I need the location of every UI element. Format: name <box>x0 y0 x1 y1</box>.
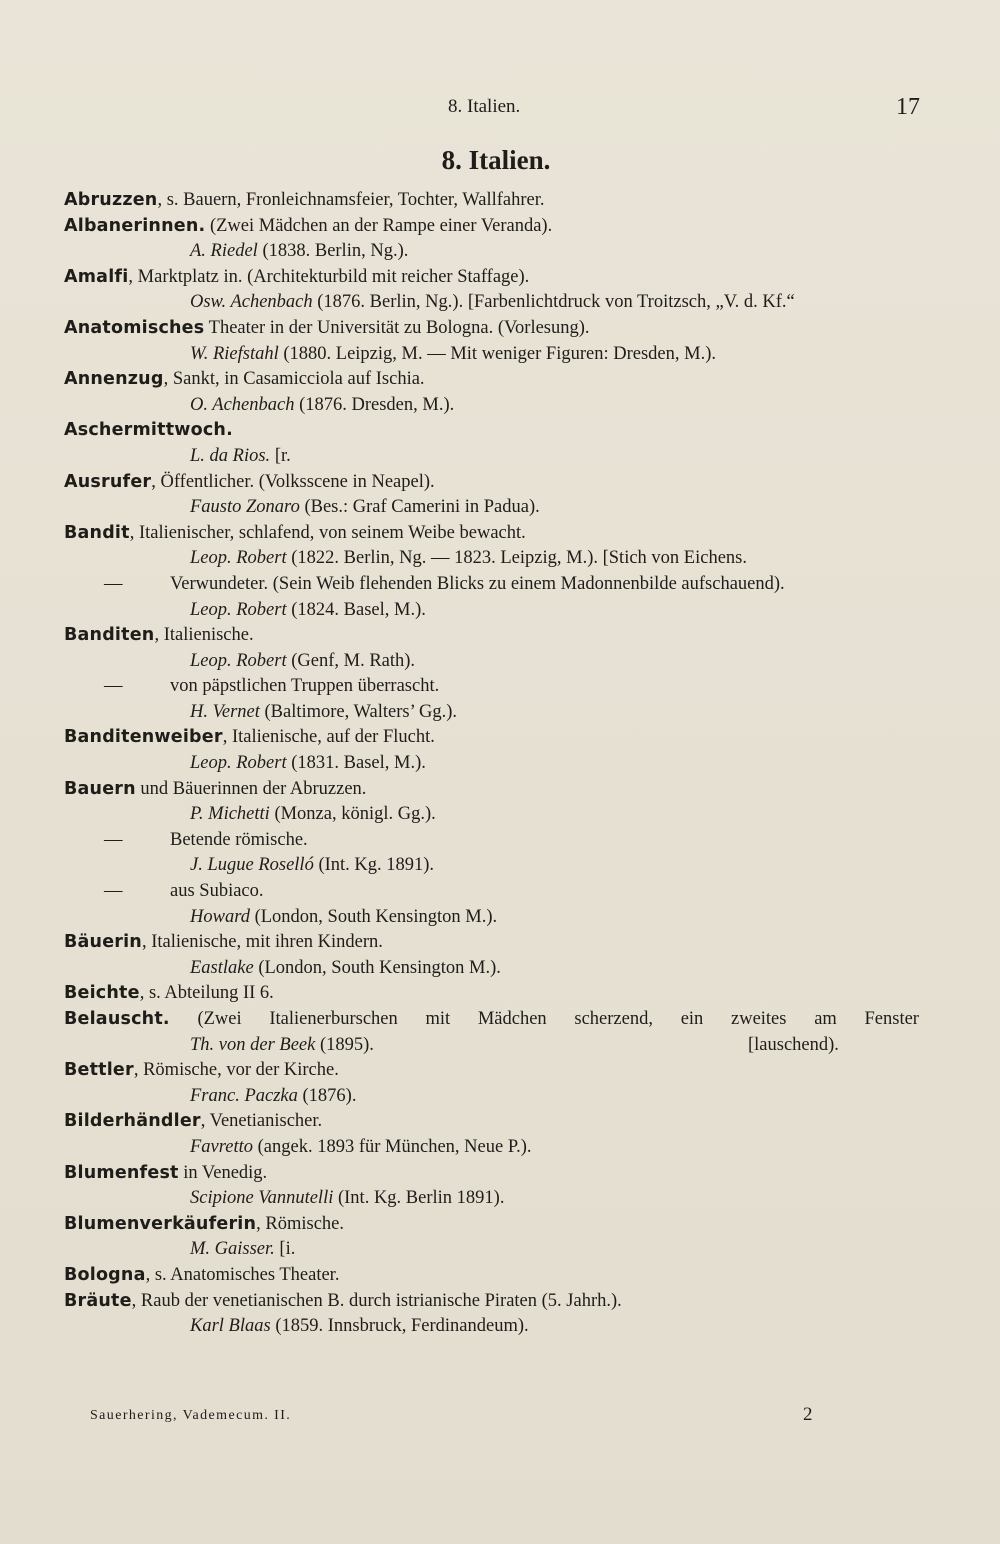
artist-line <box>0 444 1000 470</box>
subentry-line <box>0 572 1000 598</box>
entry-text: , Römische. <box>256 1213 345 1234</box>
artist-details: (London, South Kensington M.). <box>253 957 501 978</box>
entry-heading: Bauern <box>64 778 136 799</box>
entry-line <box>0 623 1000 649</box>
entry-heading: Blumenfest <box>64 1162 179 1183</box>
artist-details: (1876. Dresden, M.). <box>294 394 455 415</box>
artist-name: J. Lugue Roselló <box>190 855 314 876</box>
page-number: 17 <box>896 94 920 120</box>
artist-name: Howard <box>190 906 250 927</box>
entry-line <box>0 777 1000 803</box>
entry-heading: Banditen <box>64 625 155 646</box>
page-footer <box>0 1402 1000 1432</box>
entry-line <box>0 418 1000 444</box>
artist-line <box>0 1186 1000 1212</box>
entry-heading: Bandit <box>64 522 130 543</box>
entry-line <box>0 1161 1000 1187</box>
artist-line <box>0 1135 1000 1161</box>
artist-details: (Int. Kg. Berlin 1891). <box>333 1188 505 1209</box>
entry-text: , Venetianischer. <box>200 1111 323 1132</box>
artist-line <box>0 649 1000 675</box>
artist-line <box>0 598 1000 624</box>
artist-name: W. Riefstahl <box>190 343 279 364</box>
artist-details: (1880. Leipzig, M. — Mit weniger Figuren: Dresden, M.). <box>278 343 716 364</box>
running-head <box>0 96 1000 130</box>
entry-heading: Beichte <box>64 983 140 1004</box>
subentry-text: Verwundeter. (Sein Weib flehenden Blicks zu einem Madonnenbilde aufschauend). <box>170 573 785 594</box>
artist-line <box>0 700 1000 726</box>
entry-line <box>0 1058 1000 1084</box>
artist-details: (1822. Berlin, Ng. — 1823. Leipzig, M.). [Stich von Eichens. <box>286 548 747 569</box>
entry-word: (Zwei <box>197 1009 242 1029</box>
entry-heading: Bäuerin <box>64 932 142 953</box>
entry-heading: Blumenverkäuferin <box>64 1213 257 1234</box>
subentry-line <box>0 674 1000 700</box>
artist-line <box>0 342 1000 368</box>
entry-text: , Öffentlicher. (Volksscene in Neapel). <box>151 471 435 492</box>
artist-details: (Baltimore, Walters’ Gg.). <box>259 701 458 722</box>
artist-details: (Genf, M. Rath). <box>286 650 416 671</box>
entry-line <box>0 1007 1000 1033</box>
artist-name: L. da Rios. <box>190 445 271 466</box>
entry-line <box>0 188 1000 214</box>
footer-imprint: Sauerhering, Vademecum. II. <box>90 1408 292 1423</box>
artist-name: Franc. Paczka <box>190 1085 298 1106</box>
entry-heading: Bologna <box>64 1264 146 1285</box>
entry-text: , s. Bauern, Fronleichnamsfeier, Tochter, Wallfahrer. <box>157 190 545 210</box>
entry-text: , Italienische. <box>154 625 254 646</box>
subentry-line <box>0 879 1000 905</box>
entry-line <box>0 930 1000 956</box>
artist-name: P. Michetti <box>190 804 270 825</box>
entry-text: , Römische, vor der Kirche. <box>133 1060 339 1081</box>
artist-details: (1876. Berlin, Ng.). [Farbenlichtdruck von Troitzsch, „V. d. Kf.“ <box>312 292 795 313</box>
section-title-text: 8. Italien. <box>441 145 551 175</box>
entry-heading: Annenzug <box>64 369 164 390</box>
index-entries <box>0 188 1000 1340</box>
entry-heading: Albanerinnen. <box>64 215 206 236</box>
artist-name: Leop. Robert <box>190 650 287 671</box>
entry-line <box>0 1263 1000 1289</box>
entry-line <box>0 1212 1000 1238</box>
entry-word: zweites <box>731 1009 787 1029</box>
artist-line <box>0 495 1000 521</box>
artist-line <box>0 290 1000 316</box>
entry-heading: Amalfi <box>64 266 129 287</box>
entry-text: , Italienische, auf der Flucht. <box>222 727 435 748</box>
artist-name: Leop. Robert <box>190 599 287 620</box>
entry-heading: Abruzzen <box>64 190 158 210</box>
artist-line <box>0 802 1000 828</box>
artist-details: [r. <box>270 445 291 466</box>
artist-details: (1831. Basel, M.). <box>286 753 426 774</box>
continuation-note: [lauschend). <box>748 1034 839 1055</box>
entry-heading: Anatomisches <box>64 317 205 338</box>
artist-line <box>0 1033 1000 1059</box>
artist-line <box>0 1084 1000 1110</box>
artist-line <box>0 239 1000 265</box>
entry-text: in Venedig. <box>178 1162 268 1183</box>
artist-name: Fausto Zonaro <box>190 497 300 518</box>
subentry-text: von päpstlichen Truppen überrascht. <box>170 676 440 697</box>
subentry-text: aus Subiaco. <box>170 881 264 902</box>
entry-text: , Marktplatz in. (Architekturbild mit reicher Staffage). <box>128 266 530 287</box>
artist-name: Favretto <box>190 1136 254 1157</box>
entry-word: ein <box>680 1009 704 1029</box>
section-title <box>0 145 1000 176</box>
artist-details: [i. <box>274 1239 296 1260</box>
subentry-line <box>0 828 1000 854</box>
artist-name: Osw. Achenbach <box>190 292 313 313</box>
footer-signature: 2 <box>803 1404 813 1425</box>
artist-name: Karl Blaas <box>190 1316 271 1337</box>
artist-line <box>0 393 1000 419</box>
artist-line <box>0 546 1000 572</box>
entry-text: , Sankt, in Casamicciola auf Ischia. <box>163 369 425 390</box>
subentry-text: Betende römische. <box>170 829 308 850</box>
artist-name: M. Gaisser. <box>190 1239 275 1260</box>
artist-details: (1895). <box>315 1034 374 1055</box>
artist-line <box>0 1237 1000 1263</box>
entry-heading: Bräute <box>64 1290 132 1311</box>
artist-details: (Monza, königl. Gg.). <box>269 804 436 825</box>
entry-text: , s. Anatomisches Theater. <box>145 1264 340 1285</box>
artist-line <box>0 751 1000 777</box>
entry-line <box>0 265 1000 291</box>
entry-word: Mädchen <box>477 1009 547 1029</box>
entry-word: mit <box>425 1009 451 1029</box>
entry-line <box>0 1109 1000 1135</box>
artist-line <box>0 956 1000 982</box>
ditto-dash: — <box>104 881 123 902</box>
artist-line <box>0 1314 1000 1340</box>
artist-name: Leop. Robert <box>190 753 287 774</box>
artist-details: (angek. 1893 für München, Neue P.). <box>253 1136 532 1157</box>
artist-details: (1838. Berlin, Ng.). <box>257 241 409 262</box>
entry-text: , Italienischer, schlafend, von seinem Weibe bewacht. <box>129 522 526 543</box>
entry-word: Fenster <box>864 1009 919 1029</box>
artist-name: H. Vernet <box>190 701 260 722</box>
artist-name: O. Achenbach <box>190 394 295 415</box>
entry-heading: Bilderhändler <box>64 1111 201 1132</box>
entry-word: Italienerburschen <box>269 1009 398 1029</box>
artist-details: (Bes.: Graf Camerini in Padua). <box>299 497 540 518</box>
artist-name: Leop. Robert <box>190 548 287 569</box>
entry-text: , s. Abteilung II 6. <box>139 983 274 1004</box>
artist-name: Eastlake <box>190 957 254 978</box>
artist-name: A. Riedel <box>190 241 258 262</box>
ditto-dash: — <box>104 676 123 697</box>
entry-heading: Aschermittwoch. <box>64 420 233 441</box>
entry-text: (Zwei Mädchen an der Rampe einer Veranda). <box>205 215 553 236</box>
justified-entry <box>64 1007 919 1033</box>
entry-line <box>0 521 1000 547</box>
artist-details: (London, South Kensington M.). <box>249 906 498 927</box>
entry-heading: Bettler <box>64 1060 134 1081</box>
artist-details: (1824. Basel, M.). <box>286 599 426 620</box>
ditto-dash: — <box>104 829 123 850</box>
ditto-dash: — <box>104 573 123 594</box>
entry-line <box>0 470 1000 496</box>
entry-word: am <box>814 1009 837 1029</box>
artist-details: (1876). <box>297 1085 357 1106</box>
entry-line <box>0 981 1000 1007</box>
entry-heading: Banditenweiber <box>64 727 223 748</box>
artist-details: (Int. Kg. 1891). <box>313 855 435 876</box>
artist-name: Scipione Vannutelli <box>190 1188 334 1209</box>
artist-details: (1859. Innsbruck, Ferdinandeum). <box>270 1316 529 1337</box>
entry-heading: Ausrufer <box>64 471 152 492</box>
entry-heading: Belauscht. <box>64 1009 170 1029</box>
running-head-title: 8. Italien. <box>448 96 521 117</box>
entry-text: und Bäuerinnen der Abruzzen. <box>135 778 367 799</box>
artist-line <box>0 905 1000 931</box>
entry-line <box>0 316 1000 342</box>
entry-text: Theater in der Universität zu Bologna. (Vorlesung). <box>204 317 590 338</box>
artist-line <box>0 853 1000 879</box>
entry-word: scherzend, <box>574 1009 653 1029</box>
entry-line <box>0 1289 1000 1315</box>
entry-text: , Raub der venetianischen B. durch istrianische Piraten (5. Jahrh.). <box>131 1290 622 1311</box>
entry-text: , Italienische, mit ihren Kindern. <box>141 932 383 953</box>
artist-name: Th. von der Beek <box>190 1034 316 1055</box>
entry-line <box>0 725 1000 751</box>
entry-line <box>0 214 1000 240</box>
entry-line <box>0 367 1000 393</box>
